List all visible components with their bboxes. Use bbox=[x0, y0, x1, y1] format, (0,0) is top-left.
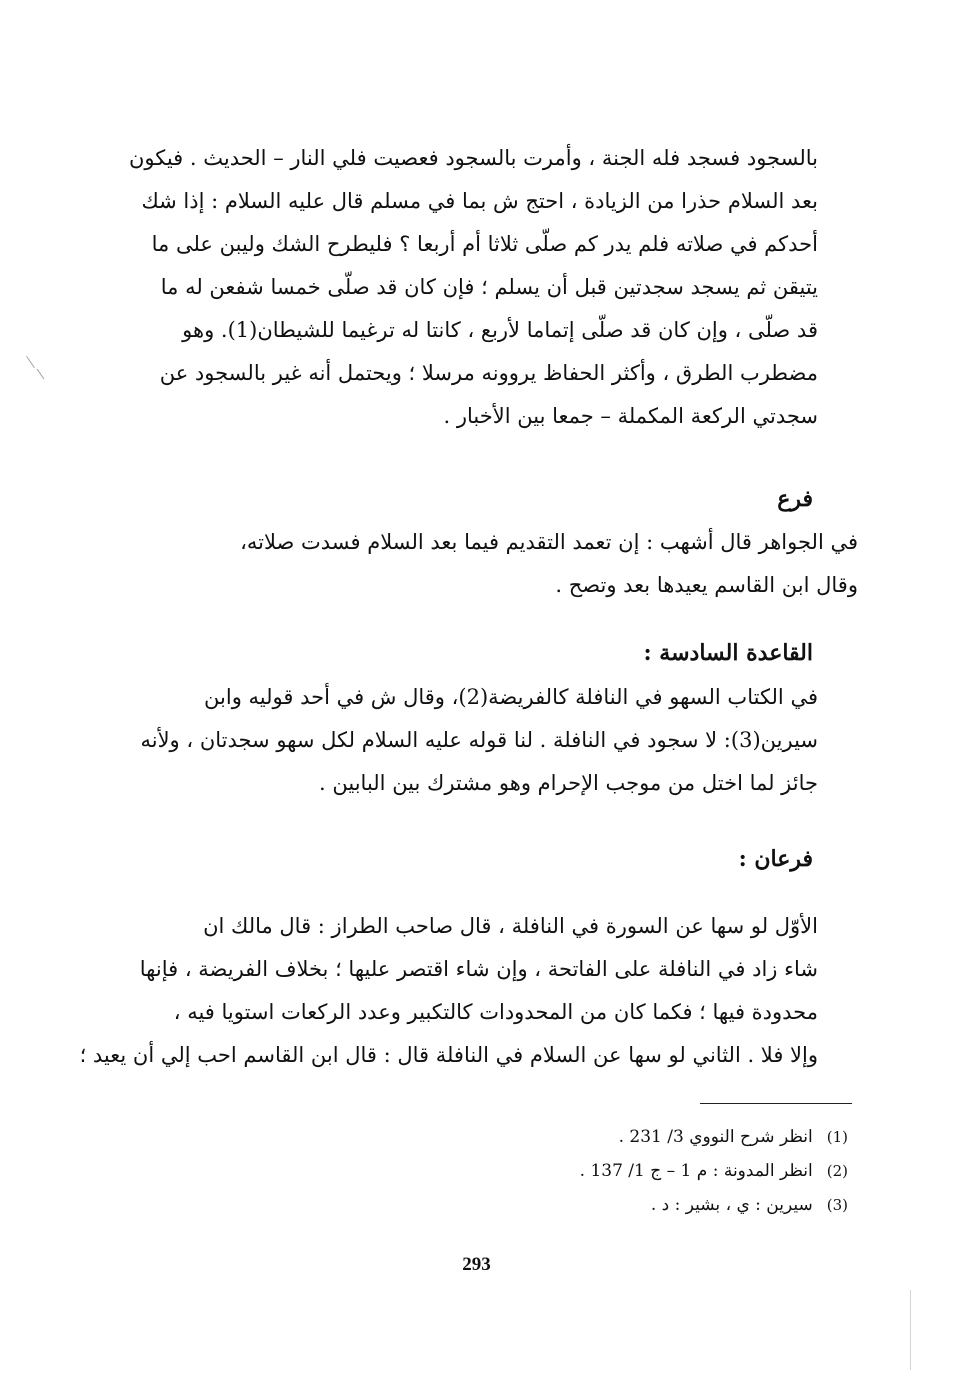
footnotes bbox=[288, 1120, 848, 1222]
text-line: بالسجود فسجد فله الجنة ، وأمرت بالسجود فعصيت فلي النار – الحديث . فيكون bbox=[128, 146, 818, 170]
text-line: قد صلّى ، وإن كان قد صلّى إتماما لأربع ، كانتا له ترغيما للشيطان(1). وهو bbox=[182, 318, 818, 342]
paragraph-4 bbox=[79, 905, 818, 1077]
text-line: وقال ابن القاسم يعيدها بعد وتصح . bbox=[555, 573, 858, 597]
footnote-item bbox=[288, 1188, 848, 1222]
paragraph-1 bbox=[128, 137, 818, 438]
scan-artifact bbox=[37, 369, 45, 379]
text-line: بعد السلام حذرا من الزيادة ، احتج ش بما في مسلم قال عليه السلام : إذا شك bbox=[141, 189, 818, 213]
paragraph-2 bbox=[188, 521, 858, 607]
footnote-number: (2) bbox=[826, 1162, 848, 1180]
section-heading-far: فرع bbox=[777, 486, 813, 512]
footnote-separator bbox=[700, 1103, 852, 1104]
paragraph-3 bbox=[140, 676, 818, 805]
text-line: سيرين(3): لا سجود في النافلة . لنا قوله عليه السلام لكل سهو سجدتان ، ولأنه bbox=[140, 728, 818, 752]
page-number: 293 bbox=[462, 1254, 491, 1275]
footnote-text: انظر المدونة : م 1 – ج 1/ 137 . bbox=[579, 1161, 813, 1181]
text-line: يتيقن ثم يسجد سجدتين قبل أن يسلم ؛ فإن كان قد صلّى خمسا شفعن له ما bbox=[160, 275, 818, 299]
text-line: مضطرب الطرق ، وأكثر الحفاظ يروونه مرسلا ؛ ويحتمل أنه غير بالسجود عن bbox=[159, 361, 818, 385]
text-line: أحدكم في صلاته فلم يدر كم صلّى ثلاثا أم أربعا ؟ فليطرح الشك وليبن على ما bbox=[151, 232, 818, 256]
footnote-text: سيرين : ي ، بشير : د . bbox=[650, 1195, 813, 1215]
scan-artifact bbox=[910, 1290, 911, 1370]
footnote-number: (1) bbox=[826, 1128, 848, 1146]
text-line: محدودة فيها ؛ فكما كان من المحدودات كالتكبير وعدد الركعات استويا فيه ، bbox=[173, 1000, 818, 1024]
text-line: شاء زاد في النافلة على الفاتحة ، وإن شاء اقتصر عليها ؛ بخلاف الفريضة ، فإنها bbox=[139, 957, 818, 981]
text-line: وإلا فلا . الثاني لو سها عن السلام في النافلة قال : قال ابن القاسم احب إلي أن يعيد ؛ bbox=[79, 1043, 818, 1067]
text-line: جائز لما اختل من موجب الإحرام وهو مشترك بين البابين . bbox=[319, 771, 818, 795]
text-line: سجدتي الركعة المكملة – جمعا بين الأخبار . bbox=[443, 404, 818, 428]
footnote-text: انظر شرح النووي 3/ 231 . bbox=[618, 1127, 813, 1147]
scan-artifact bbox=[26, 356, 35, 368]
footnote-item bbox=[288, 1120, 848, 1154]
text-line: في الجواهر قال أشهب : إن تعمد التقديم فيما بعد السلام فسدت صلاته، bbox=[240, 530, 858, 554]
footnote-item bbox=[288, 1154, 848, 1188]
section-heading-qaida: القاعدة السادسة : bbox=[643, 640, 813, 666]
text-line: في الكتاب السهو في النافلة كالفريضة(2)، وقال ش في أحد قوليه وابن bbox=[204, 685, 818, 709]
section-heading-far-an: فرعان : bbox=[738, 846, 813, 872]
text-line: الأوّل لو سها عن السورة في النافلة ، قال صاحب الطراز : قال مالك ان bbox=[203, 914, 818, 938]
footnote-number: (3) bbox=[826, 1196, 848, 1214]
